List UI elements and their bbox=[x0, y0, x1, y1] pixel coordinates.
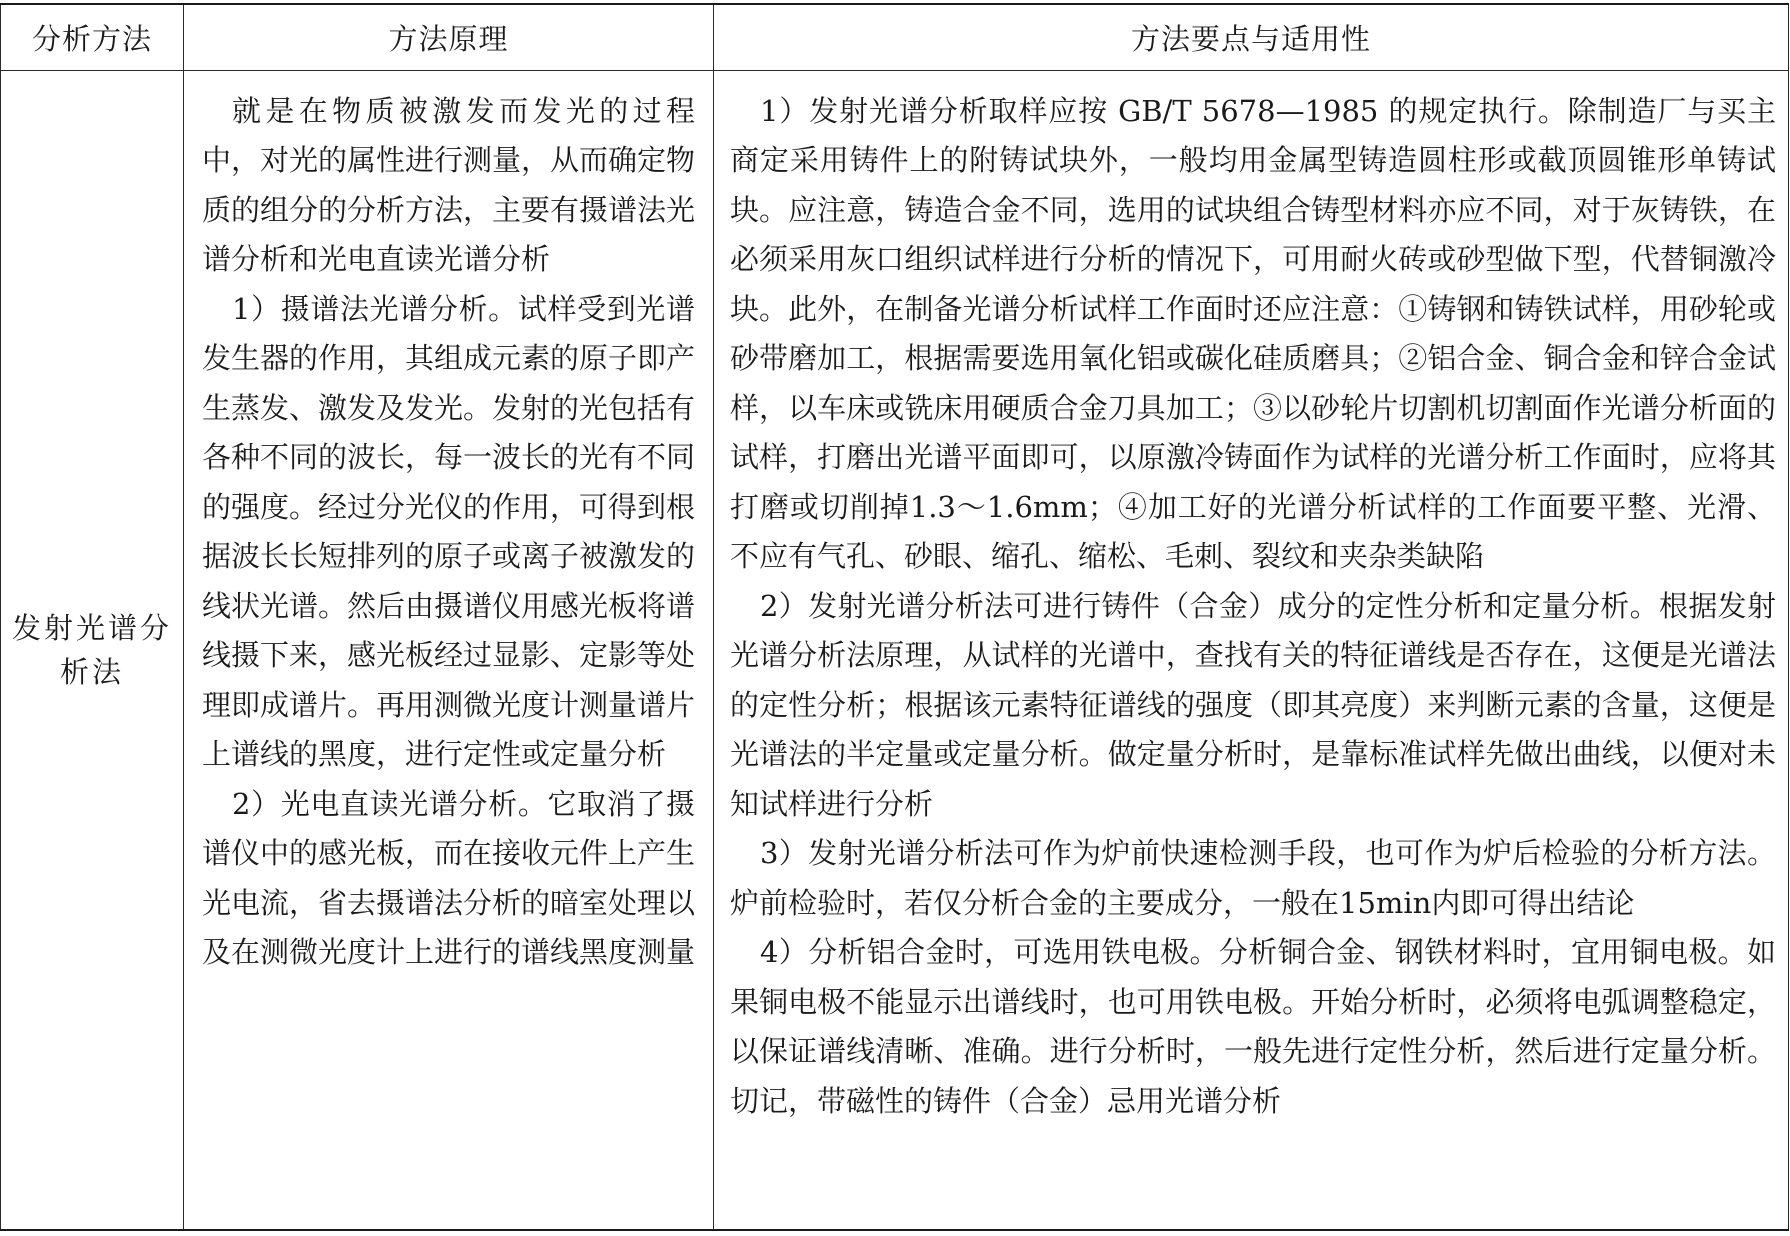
header-points: 方法要点与适用性 bbox=[714, 4, 1789, 70]
principle-paragraph-1: 1）摄谱法光谱分析。试样受到光谱发生器的作用，其组成元素的原子即产生蒸发、激发及发光。发射的光包括有各种不同的波长，每一波长的光有不同的强度。经过分光仪的作用，可得到根据波长长短排列的原子或离子被激发的线状光谱。然后由摄谱仪用感光板将谱线摄下来，感光板经过显影、定影等处理即成谱片。再用测微光度计测量谱片上谱线的黑度，进行定性或定量分析 bbox=[202, 291, 696, 771]
points-cell bbox=[714, 70, 1789, 1230]
points-paragraph-2: 2）发射光谱分析法可进行铸件（合金）成分的定性分析和定量分析。根据发射光谱分析法原理，从试样的光谱中，查找有关的特征谱线是否存在，这便是光谱法的定性分析；根据该元素特征谱线的强度（即其亮度）来判断元素的含量，这便是光谱法的半定量或定量分析。做定量分析时，是靠标准试样先做出曲线，以便对未知试样进行分析 bbox=[730, 588, 1776, 821]
principle-paragraph-2: 2）光电直读光谱分析。它取消了摄谱仪中的感光板，而在接收元件上产生光电流，省去摄谱法分析的暗室处理以及在测微光度计上进行的谱线黑度测量 bbox=[202, 786, 696, 969]
table-header-row bbox=[1, 4, 1789, 70]
points-paragraph-1: 1）发射光谱分析取样应按 GB/T 5678—1985 的规定执行。除制造厂与买主商定采用铸件上的附铸试块外，一般均用金属型铸造圆柱形或截顶圆锥形单铸试块。应注意，铸造合金不同，选用的试块组合铸型材料亦应不同，对于灰铸铁，在必须采用灰口组织试样进行分析的情况下，可用耐火砖或砂型做下型，代替铜激冷块。此外，在制备光谱分析试样工作面时还应注意：①铸钢和铸铁试样，用砂轮或砂带磨加工，根据需要选用氧化铝或碳化硅质磨具；②铝合金、铜合金和锌合金试样，以车床或铣床用硬质合金刀具加工；③以砂轮片切割机切割面作光谱分析面的试样，打磨出光谱平面即可，以原激冷铸面作为试样的光谱分析工作面时，应将其打磨或切削掉1.3～1.6mm；④加工好的光谱分析试样的工作面要平整、光滑、不应有气孔、砂眼、缩孔、缩松、毛刺、裂纹和夹杂类缺陷 bbox=[730, 93, 1776, 573]
method-name-cell: 发射光谱分析法 bbox=[1, 70, 184, 1230]
table-row bbox=[1, 70, 1789, 1230]
header-method: 分析方法 bbox=[1, 4, 184, 70]
points-paragraph-3: 3）发射光谱分析法可作为炉前快速检测手段，也可作为炉后检验的分析方法。炉前检验时，若仅分析合金的主要成分，一般在15min内即可得出结论 bbox=[730, 836, 1776, 920]
principle-cell bbox=[184, 70, 714, 1230]
analysis-method-table bbox=[0, 3, 1789, 1231]
points-paragraph-4: 4）分析铝合金时，可选用铁电极。分析铜合金、钢铁材料时，宜用铜电极。如果铜电极不能显示出谱线时，也可用铁电极。开始分析时，必须将电弧调整稳定，以保证谱线清晰、准确。进行分析时，一般先进行定性分析，然后进行定量分析。切记，带磁性的铸件（合金）忌用光谱分析 bbox=[730, 935, 1776, 1118]
header-principle: 方法原理 bbox=[184, 4, 714, 70]
principle-paragraph-intro: 就是在物质被激发而发光的过程中，对光的属性进行测量，从而确定物质的组分的分析方法，主要有摄谱法光谱分析和光电直读光谱分析 bbox=[202, 93, 696, 276]
